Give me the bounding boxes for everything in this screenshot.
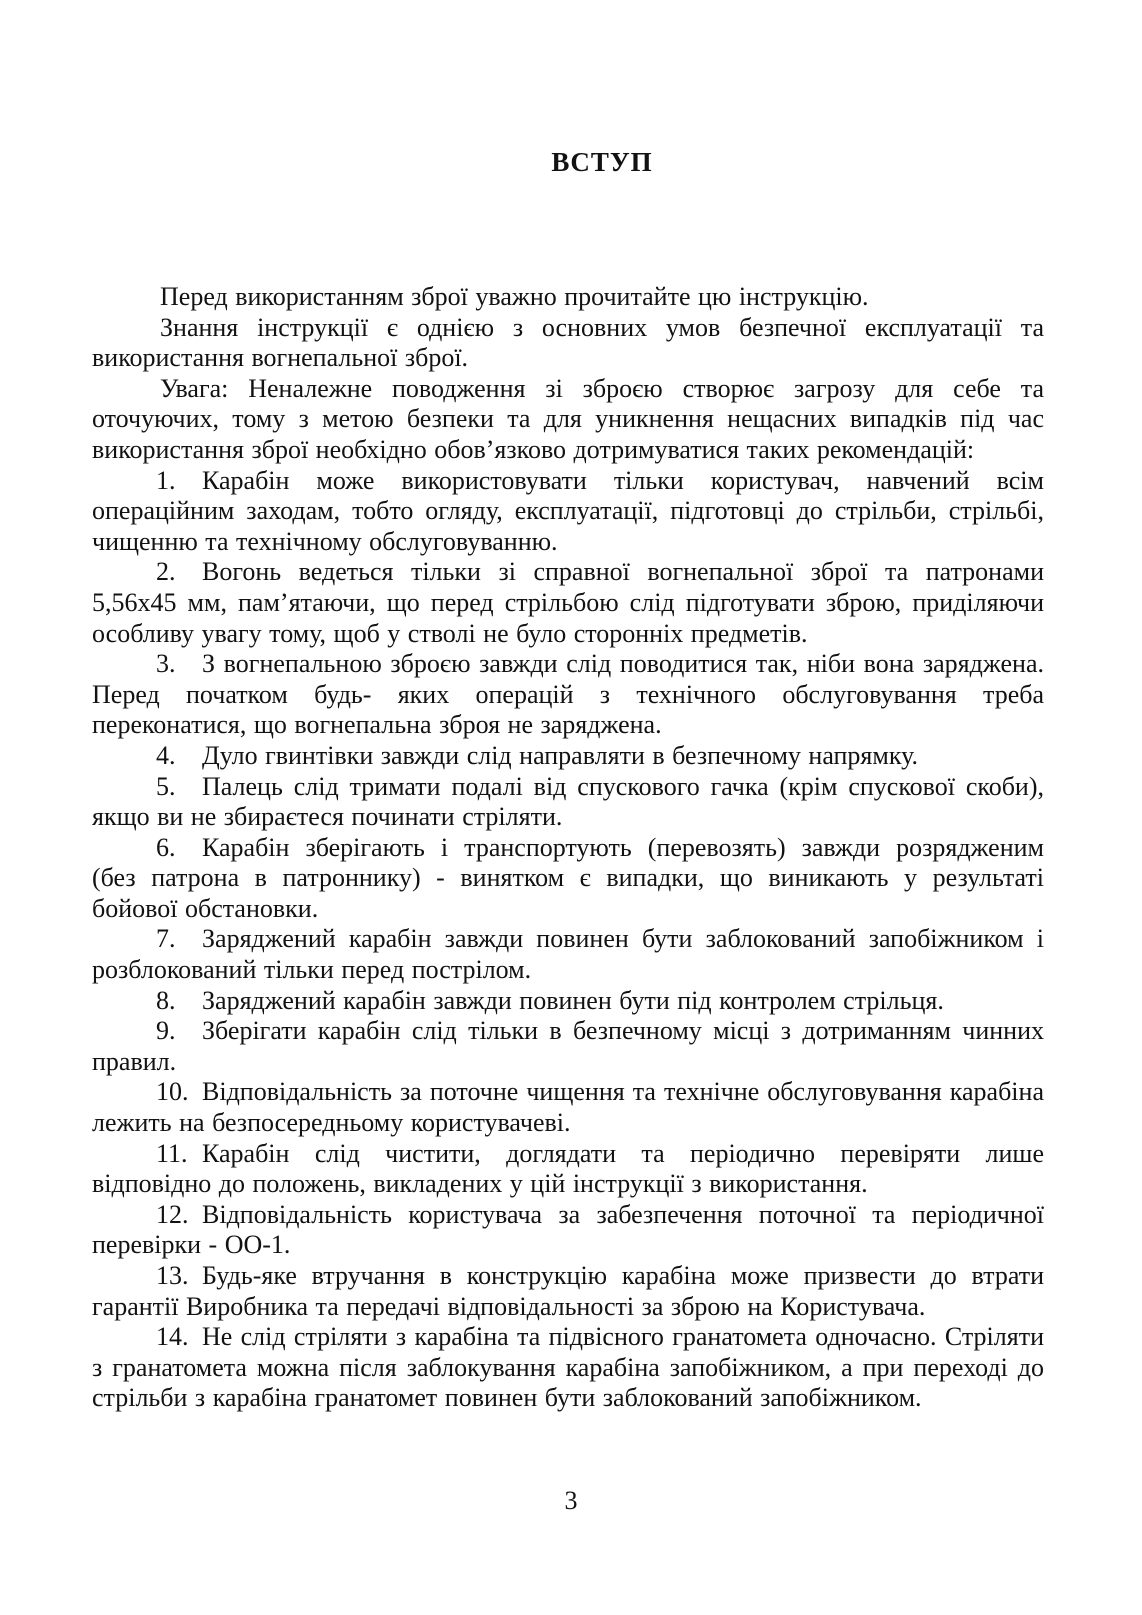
list-number: 1. xyxy=(156,465,176,495)
paragraph xyxy=(92,1077,1044,1138)
list-number: 7. xyxy=(156,924,176,954)
list-number: 13. xyxy=(156,1261,189,1290)
list-number: 12. xyxy=(156,1199,189,1229)
paragraph xyxy=(92,466,1044,558)
paragraph-text: Карабін може використовувати тільки користувач, навчений всім операційним заходам, тобто огляду, експлуатації, підготовці до стрільби, стрільбі, чищенню та технічному обслуговуванню. xyxy=(92,465,1044,556)
paragraph-text: Увага: Неналежне поводження зі зброєю створює загрозу для себе та оточуючих, тому з метою безпеки та для уникнення нещасних випадків під час використання зброї необхідно обов’язково дотримуватися таких рекомендацій: xyxy=(92,373,1044,464)
paragraph xyxy=(92,282,1044,313)
document-body xyxy=(92,282,1044,1414)
paragraph xyxy=(92,1200,1044,1261)
list-number: 9. xyxy=(156,1016,176,1046)
list-number: 5. xyxy=(156,771,176,801)
paragraph-text: Перед використанням зброї уважно прочитайте цю інструкцію. xyxy=(160,282,869,311)
page-number: 3 xyxy=(564,1486,578,1515)
paragraph xyxy=(92,833,1044,925)
list-number: 3. xyxy=(156,649,176,679)
list-number: 8. xyxy=(156,985,176,1015)
paragraph-text: Карабін зберігають і транспортують (перевозять) завжди розрядженим (без патрона в патроннику) - винятком є випадки, що виникають у результаті бойової обстановки. xyxy=(92,832,1044,923)
paragraph-text: Знання інструкції є однією з основних умов безпечної експлуатації та використання вогнепальної зброї. xyxy=(92,312,1044,373)
paragraph-text: Відповідальність користувача за забезпечення поточної та періодичної перевірки - ОО-1. xyxy=(92,1199,1044,1260)
paragraph xyxy=(92,374,1044,466)
paragraph-text: Відповідальність за поточне чищення та технічне обслуговування карабіна лежить на безпосередньому користувачеві. xyxy=(92,1077,1044,1138)
paragraph-text: Заряджений карабін завжди повинен бути під контролем стрільця. xyxy=(202,985,944,1015)
list-number: 10. xyxy=(156,1077,189,1107)
document-content xyxy=(92,0,1044,1414)
list-number: 6. xyxy=(156,832,176,862)
paragraph-text: Будь-яке втручання в конструкцію карабіна може призвести до втрати гарантії Виробника та передачі відповідальності за зброю на Користувача. xyxy=(92,1261,1044,1321)
paragraph xyxy=(92,986,1044,1017)
paragraph xyxy=(92,649,1044,741)
paragraph-text: Не слід стріляти з карабіна та підвісного гранатомета одночасно. Стріляти з гранатомета можна після заблокування карабіна запобіжником, а при переході до стрільби з карабіна гранатомет повинен бути заблокований запобіжником. xyxy=(92,1322,1044,1413)
paragraph xyxy=(92,741,1044,772)
list-number: 11. xyxy=(156,1138,188,1168)
paragraph xyxy=(92,1139,1044,1200)
paragraph-text: Вогонь ведеться тільки зі справної вогнепальної зброї та патронами 5,56х45 мм, пам’ятаючи, що перед стрільбою слід підготувати зброю, приділяючи особливу увагу тому, щоб у стволі не було сторонніх предметів. xyxy=(92,557,1044,648)
paragraph xyxy=(92,772,1044,833)
paragraph-text: Дуло гвинтівки завжди слід направляти в безпечному напрямку. xyxy=(202,740,919,770)
page-title: ВСТУП xyxy=(551,147,653,177)
paragraph xyxy=(92,1016,1044,1077)
list-number: 14. xyxy=(156,1322,189,1352)
paragraph xyxy=(92,313,1044,374)
paragraph xyxy=(92,924,1044,985)
paragraph-text: З вогнепальною зброєю завжди слід поводитися так, ніби вона заряджена. Перед початком будь- яких операцій з технічного обслуговування треба переконатися, що вогнепальна зброя не заряджена. xyxy=(92,649,1044,740)
paragraph-text: Зберігати карабін слід тільки в безпечному місці з дотриманням чинних правил. xyxy=(92,1016,1044,1076)
paragraph xyxy=(92,1322,1044,1414)
paragraph-text: Палець слід тримати подалі від спускового гачка (крім спускової скоби), якщо ви не збираєтеся починати стріляти. xyxy=(92,771,1044,832)
paragraph xyxy=(92,1261,1044,1322)
paragraph-text: Карабін слід чистити, доглядати та періодично перевіряти лише відповідно до положень, викладених у цій інструкції з використання. xyxy=(92,1138,1044,1199)
list-number: 4. xyxy=(156,740,176,770)
list-number: 2. xyxy=(156,557,176,587)
paragraph xyxy=(92,557,1044,649)
paragraph-text: Заряджений карабін завжди повинен бути заблокований запобіжником і розблокований тільки перед пострілом. xyxy=(92,924,1044,985)
